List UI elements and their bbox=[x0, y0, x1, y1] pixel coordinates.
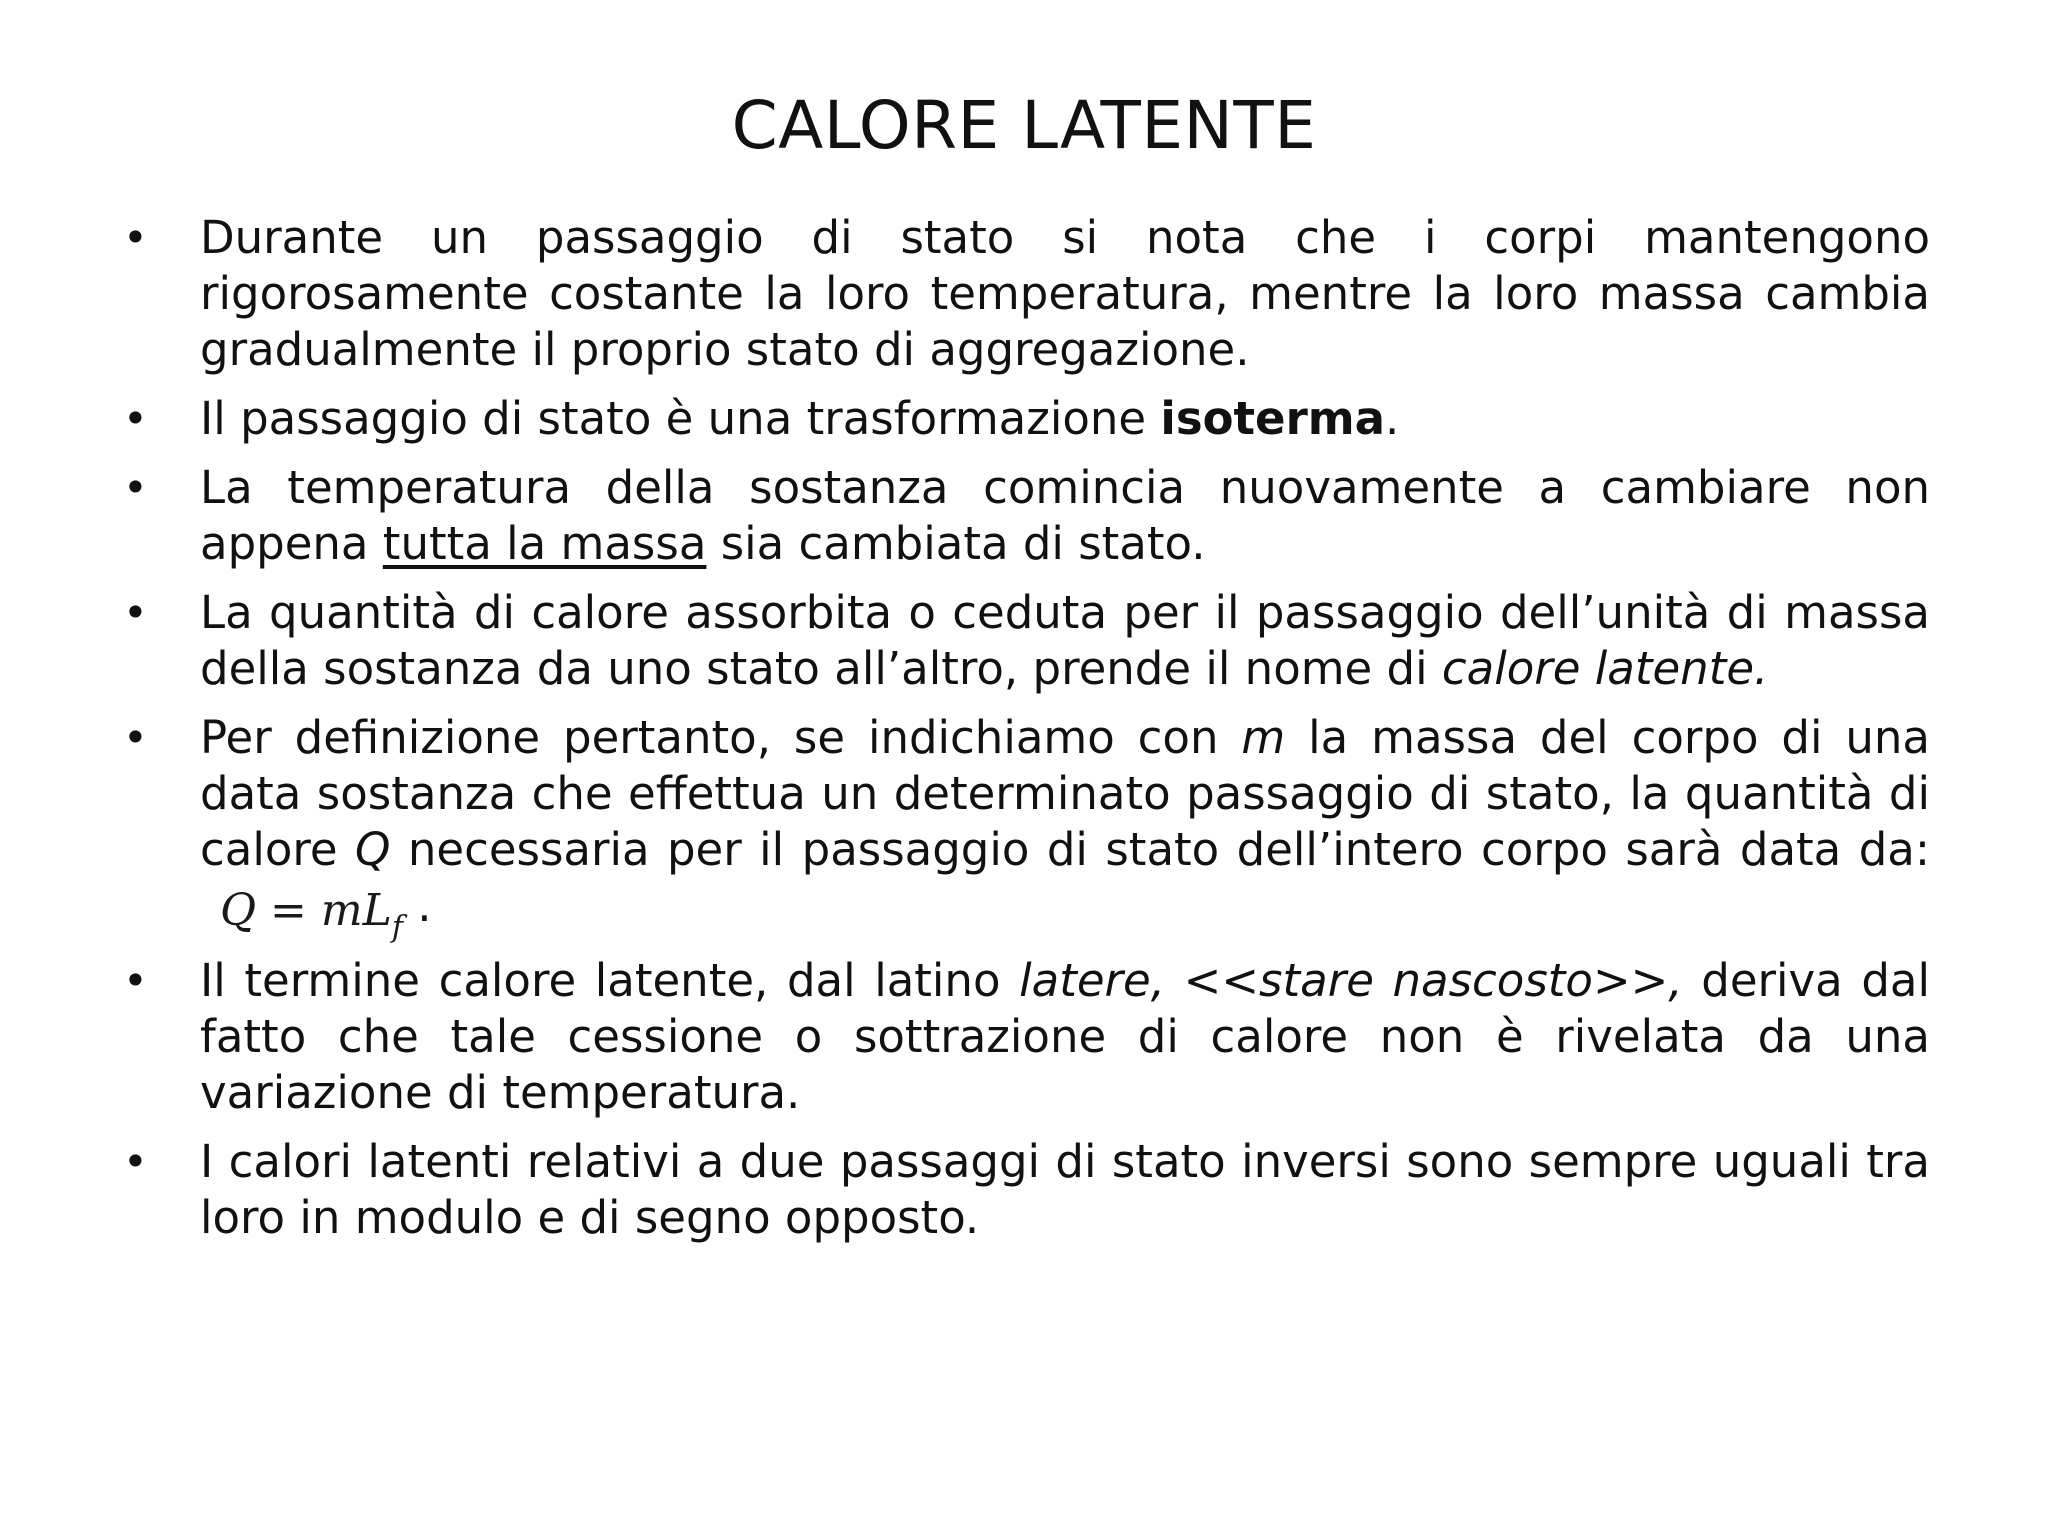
bold-term: isoterma bbox=[1160, 392, 1386, 445]
underlined-term: tutta la massa bbox=[382, 517, 707, 570]
formula-main: Q = mL bbox=[220, 885, 392, 936]
bullet-item bbox=[200, 460, 1930, 572]
bullet-text: Per definizione pertanto, se indichiamo con bbox=[200, 711, 1242, 764]
italic-term: calore latente. bbox=[1441, 642, 1769, 695]
formula-subscript: f bbox=[391, 910, 403, 945]
bullet-text: . bbox=[402, 879, 432, 932]
bullet-text: deriva dal fatto che tale cessione o sottrazione di calore non è rivelata da una variazione di temperatura. bbox=[200, 954, 1930, 1119]
bullet-text: La quantità di calore assorbita o ceduta per il passaggio dell’unità di massa della sostanza da uno stato all’altro, prende il nome di bbox=[200, 586, 1930, 695]
bullet-item bbox=[200, 585, 1930, 697]
bullet-item bbox=[200, 391, 1930, 447]
variable-q: Q bbox=[355, 823, 391, 876]
slide-title: CALORE LATENTE bbox=[731, 87, 1317, 164]
bullet-item bbox=[200, 710, 1930, 945]
bullet-text: Il termine calore latente, dal latino bbox=[200, 954, 1020, 1007]
variable-m: m bbox=[1241, 711, 1286, 764]
bullet-text: sia cambiata di stato. bbox=[706, 517, 1206, 570]
bullet-item bbox=[200, 953, 1930, 1121]
bullet-item bbox=[200, 1134, 1930, 1246]
bullet-text: Durante un passaggio di stato si nota che i corpi mantengono rigorosamente costante la loro temperatura, mentre la loro massa cambia gradualmente il proprio stato di aggregazione. bbox=[200, 211, 1930, 376]
bullet-text: la massa del corpo di una data sostanza che effettua un determinato passaggio di stato, la quantità di calore bbox=[200, 711, 1930, 876]
bullet-text: I calori latenti relativi a due passaggi di stato inversi sono sempre uguali tra loro in modulo e di segno opposto. bbox=[200, 1135, 1930, 1244]
italic-term: latere, <<stare nascosto>>, bbox=[1019, 954, 1683, 1007]
bullet-list bbox=[200, 210, 1930, 1259]
bullet-text: necessaria per il passaggio di stato dell’intero corpo sarà data da: bbox=[390, 823, 1930, 876]
bullet-text: La temperatura della sostanza comincia nuovamente a cambiare non appena bbox=[200, 461, 1930, 570]
bullet-text: Il passaggio di stato è una trasformazione bbox=[200, 392, 1161, 445]
bullet-text: . bbox=[1385, 392, 1400, 445]
latent-heat-formula bbox=[220, 883, 403, 944]
bullet-item bbox=[200, 210, 1930, 378]
